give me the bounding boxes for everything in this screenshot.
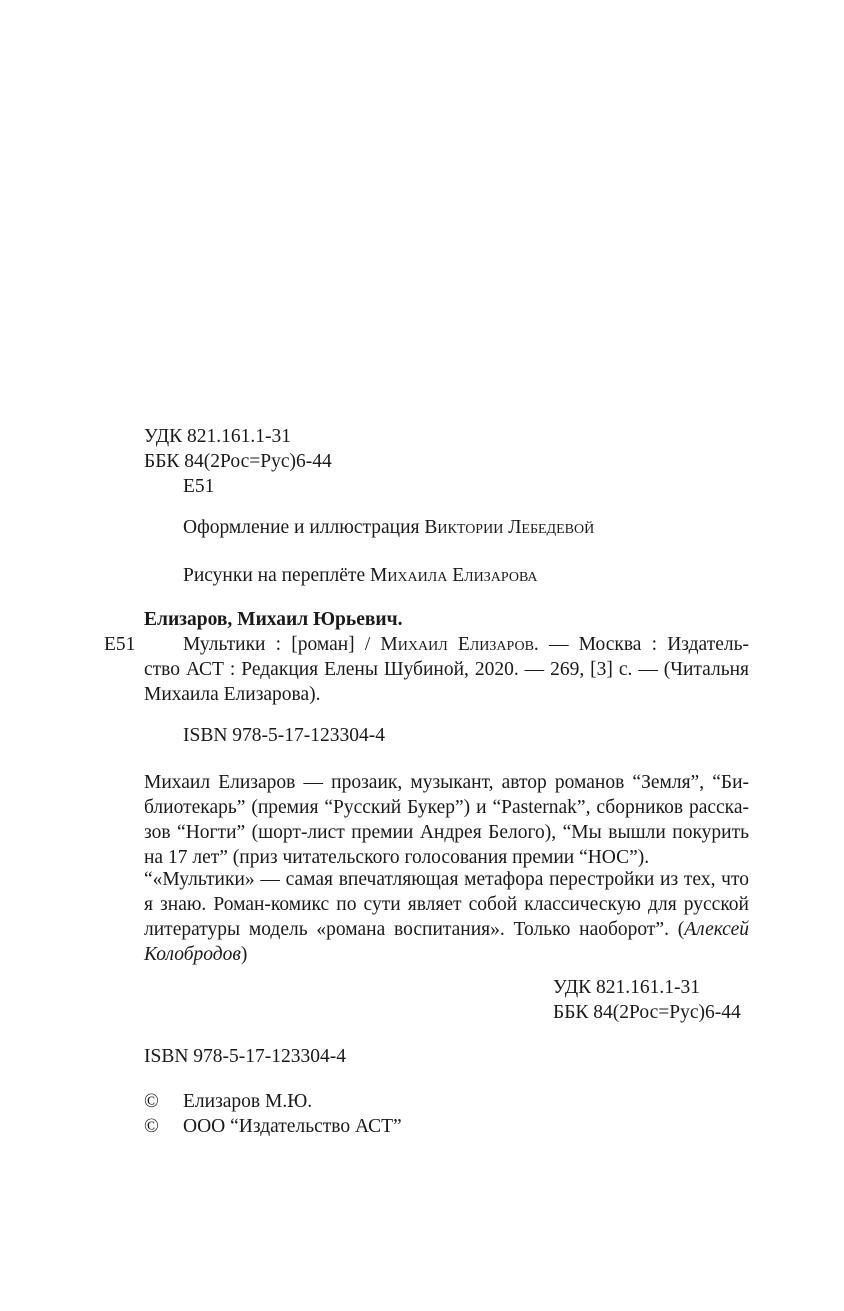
- udk-code: УДК 821.161.1-31: [144, 426, 292, 447]
- design-credit: [183, 516, 594, 540]
- author-heading: Елизаров, Михаил Юрьевич.: [144, 609, 403, 630]
- annotation-line-3: зов “Ногти” (шорт-лист премии Андрея Белого), “Мы вышли покурить: [144, 822, 749, 843]
- copyright-symbol-2: ©: [144, 1116, 159, 1137]
- bib-author-name: Михаил Елизаров: [380, 634, 534, 655]
- annotation-reviewer-first: Алексей: [684, 919, 749, 940]
- annotation-quote-end: литературы модель «романа воспитания». Только наоборот”. (: [144, 919, 685, 940]
- annotation-line-4: на 17 лет” (приз читательского голосования премии “НОС”).: [144, 847, 650, 868]
- footer-isbn: ISBN 978-5-17-123304-4: [144, 1046, 347, 1067]
- copyright-holder-publisher: ООО “Издательство АСТ”: [183, 1116, 402, 1137]
- annotation-line-5: “«Мультики» — самая впечатляющая метафора перестройки из тех, что: [144, 869, 749, 890]
- annotation-line-8: [144, 943, 247, 967]
- design-credit-prefix: Оформление и иллюстрация: [183, 517, 425, 538]
- annotation-line-7: [144, 918, 749, 942]
- cover-credit: [183, 564, 538, 588]
- bib-line-1: [183, 633, 749, 657]
- footer-udk-code: УДК 821.161.1-31: [553, 977, 701, 998]
- bib-publisher: . — Москва : Издатель-: [533, 634, 750, 655]
- cover-artist-name: Михаила Елизарова: [369, 565, 538, 586]
- annotation-close-paren: ): [240, 944, 248, 965]
- annotation-line-6: я знаю. Роман-комикс по сути являет собой классическую для русской: [144, 894, 749, 915]
- author-mark: Е51: [183, 476, 215, 497]
- designer-name: Виктории Лебедевой: [424, 517, 595, 538]
- copyright-symbol-1: ©: [144, 1091, 159, 1112]
- bib-line-3: Михаила Елизарова).: [144, 684, 321, 705]
- annotation-line-1: Михаил Елизаров — прозаик, музыкант, автор романов “Земля”, “Би-: [144, 772, 749, 793]
- footer-bbk-code: ББК 84(2Рос=Рус)6-44: [553, 1002, 741, 1023]
- cover-credit-prefix: Рисунки на переплёте: [183, 565, 370, 586]
- bbk-code: ББК 84(2Рос=Рус)6-44: [144, 451, 332, 472]
- bib-isbn: ISBN 978-5-17-123304-4: [183, 725, 386, 746]
- annotation-reviewer-last: Колобродов: [144, 944, 241, 965]
- bib-title: Мультики : [роман] /: [183, 634, 381, 655]
- bib-author-mark: Е51: [104, 634, 136, 655]
- bib-line-2: ство АСТ : Редакция Елены Шубиной, 2020. — 269, [3] с. — (Читальня: [144, 659, 749, 680]
- copyright-holder-author: Елизаров М.Ю.: [183, 1091, 313, 1112]
- annotation-line-2: блиотекарь” (премия “Русский Букер”) и “Pasternak”, сборников расска-: [144, 797, 749, 818]
